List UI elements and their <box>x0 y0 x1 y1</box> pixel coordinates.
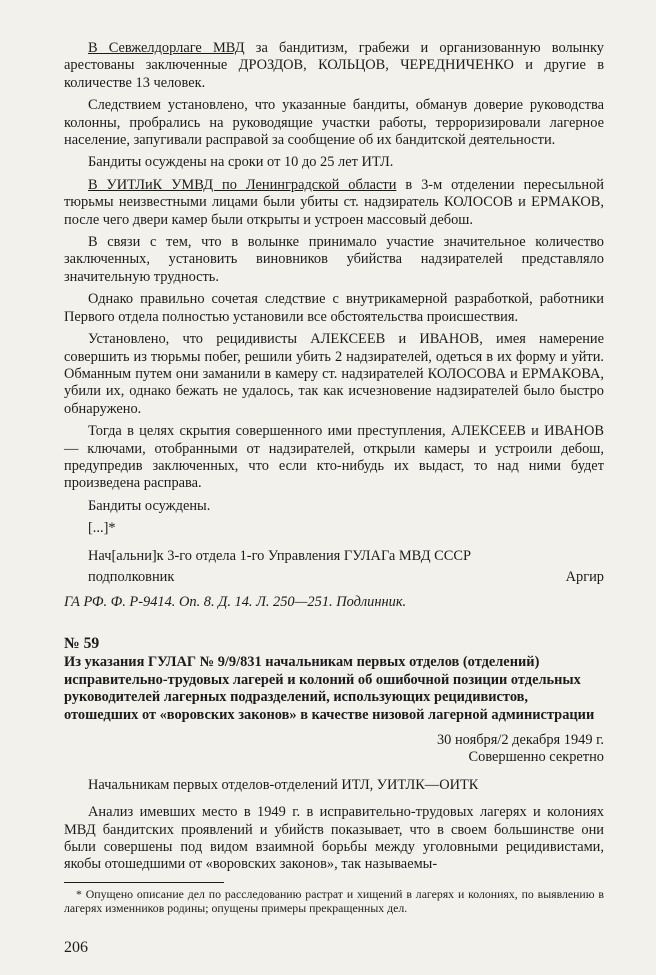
page-body <box>64 40 604 916</box>
paragraph-4 <box>64 177 604 229</box>
signature-position: Нач[альни]к 3-го отдела 1-го Управления ГУЛАГа МВД СССР <box>88 547 471 564</box>
signature-row <box>64 569 604 586</box>
paragraph-9: Бандиты осуждены. <box>88 497 211 514</box>
paragraph-1-text: за бандитизм, грабежи и организованную волынку арестованы заключенные ДРОЗДОВ, КОЛЬЦОВ, ЧЕРЕДНИЧЕНКО и другие в количестве 13 человек. <box>64 40 605 91</box>
paragraph-5: В связи с тем, что в волынке принимало участие значительное количество заключенных, установить виновников убийства надзирателей представляло значительную трудность. <box>64 234 604 285</box>
footnote-divider <box>64 882 224 883</box>
omission-mark: [...]* <box>88 520 116 537</box>
document-title: Из указания ГУЛАГ № 9/9/831 начальникам первых отделов (отделений) исправительно-трудовых лагерей и колоний об ошибочной позиции отдельных руководителей лагерных подразделений, использующих рецидивистов, отошедших от «воровских законов» в качестве низовой лагерной администрации <box>64 654 595 723</box>
archive-reference: ГА РФ. Ф. Р-9414. Оп. 8. Д. 14. Л. 250—251. Подлинник. <box>64 593 407 610</box>
region-name-link: В УИТЛиК УМВД по Ленинградской области <box>88 176 397 193</box>
classification-stamp: Совершенно секретно <box>468 749 604 766</box>
paragraph-8: Тогда в целях скрытия совершенного ими преступления, АЛЕКСЕЕВ и ИВАНОВ — ключами, отобранными от надзирателей, открыли камеры и устроили дебош, предупредив заключенных, что если кто-нибудь их выдаст, то над ними будет произведена расправа. <box>64 423 604 492</box>
footnote: * Опущено описание дел по расследованию растрат и хищений в лагерях и колониях, по выявлению в лагерях изменников родины; опущены примеры прекращенных дел. <box>64 886 604 916</box>
addressee: Начальникам первых отделов-отделений ИТЛ, УИТЛК—ОИТК <box>88 776 479 793</box>
paragraph-7: Установлено, что рецидивисты АЛЕКСЕЕВ и ИВАНОВ, имея намерение совершить из тюрьмы побег, решили убить 2 надзирателей, одеться в их форму и уйти. Обманным путем они заманили в камеру ст. надзирателей КОЛОСОВА и ЕРМАКОВА, убили их, однако бежать не удалось, так как исчезновение надзирателей было быстро обнаружено. <box>64 331 604 417</box>
signature-rank: подполковник <box>88 568 175 585</box>
document-body: Анализ имевших место в 1949 г. в исправительно-трудовых лагерях и колониях МВД бандитских проявлений и убийств показывает, что в своем большинстве они были совершены под видом взаимной борьбы между уголовными рецидивистами, якобы отошедшими от «воровских законов», так называемы- <box>64 804 604 873</box>
document-number: № 59 <box>64 634 100 652</box>
signature-name: Аргир <box>565 568 604 585</box>
paragraph-2: Следствием установлено, что указанные бандиты, обманув доверие руководства колонны, пробрались на руководящие участки работы, терроризировали лагерное население, запугивали расправой за сообщение об их бандитской деятельности. <box>64 97 604 149</box>
camp-name-link: В Севжелдорлаге МВД <box>88 40 245 56</box>
document-date: 30 ноября/2 декабря 1949 г. <box>436 732 604 748</box>
paragraph-1 <box>64 40 604 92</box>
paragraph-3: Бандиты осуждены на сроки от 10 до 25 лет ИТЛ. <box>88 154 394 171</box>
paragraph-6: Однако правильно сочетая следствие с внутрикамерной разработкой, работники Первого отдела полностью установили все обстоятельства происшествия. <box>64 291 604 325</box>
paragraph-4-text: в 3-м отделении пересыльной тюрьмы неизвестными лицами были убиты ст. надзиратель КОЛОСОВ и ЕРМАКОВ, после чего двери камер были открыты и устроен массовый дебош. <box>64 176 604 228</box>
page-number: 206 <box>64 939 88 956</box>
